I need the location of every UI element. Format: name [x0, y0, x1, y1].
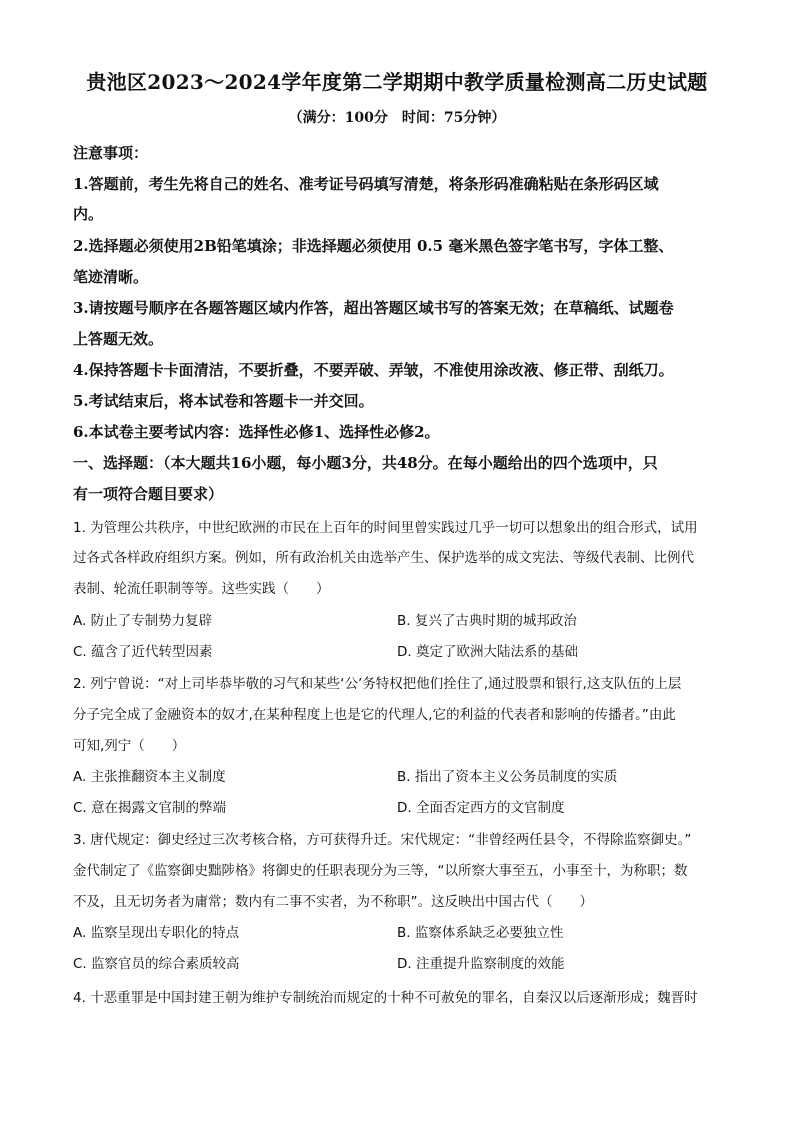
note-line: 5.考试结束后，将本试卷和答题卡一并交回。 — [73, 392, 374, 410]
note-line: 2.选择题必须使用2B铅笔填涂；非选择题必须使用 0.5 毫米黑色签字笔书写，字体工整、 — [73, 237, 674, 255]
question-2-option-c: C. 意在揭露文官制的弊端 — [73, 800, 227, 816]
question-2-option-b: B. 指出了资本主义公务员制度的实质 — [397, 769, 618, 785]
question-1-text: 1. 为管理公共秩序，中世纪欧洲的市民在上百年的时间里曾实践过几乎一切可以想象出的组合形式，试用 — [73, 520, 698, 536]
question-1-option-a: A. 防止了专制势力复辟 — [73, 613, 213, 629]
notes-heading: 注意事项： — [73, 144, 149, 162]
question-2-text: 2. 列宁曾说：“对上司毕恭毕敬的习气和某些‘公’务特权把他们拴住了,通过股票和银行,这支队伍的上层 — [73, 676, 682, 692]
question-2-option-a: A. 主张推翻资本主义制度 — [73, 769, 226, 785]
exam-title: 贵池区2023～2024学年度第二学期期中教学质量检测高二历史试题 — [86, 70, 708, 94]
note-line: 3.请按题号顺序在各题答题区域内作答，超出答题区域书写的答案无效；在草稿纸、试题卷 — [73, 299, 674, 317]
note-line: 1.答题前，考生先将自己的姓名、准考证号码填写清楚，将条形码准确粘贴在条形码区域 — [73, 175, 659, 193]
question-3-text: 3. 唐代规定：御史经过三次考核合格，方可获得升迁。宋代规定：“非曾经两任县令，不得除监察御史。” — [73, 832, 692, 848]
question-2-text: 可知,列宁（ ） — [73, 738, 186, 754]
question-1-text: 过各式各样政府组织方案。例如，所有政治机关由选举产生、保护选举的成文宪法、等级代表制、比例代 — [73, 550, 694, 566]
note-line: 上答题无效。 — [73, 330, 164, 348]
question-3-option-a: A. 监察呈现出专职化的特点 — [73, 925, 240, 941]
note-line: 6.本试卷主要考试内容：选择性必修1、选择性必修2。 — [73, 423, 440, 441]
section-heading: 有一项符合题目要求） — [73, 485, 224, 503]
question-3-text: 不及，且无切务者为庸常；数内有二事不实者，为不称职”。这反映出中国古代（ ） — [73, 894, 593, 910]
question-3-option-b: B. 监察体系缺乏必要独立性 — [397, 925, 564, 941]
question-3-option-d: D. 注重提升监察制度的效能 — [397, 956, 565, 972]
note-line: 4.保持答题卡卡面清洁，不要折叠，不要弄破、弄皱，不准使用涂改液、修正带、刮纸刀。 — [73, 361, 674, 379]
note-line: 内。 — [73, 205, 104, 223]
question-2-text: 分子完全成了金融资本的奴才,在某种程度上也是它的代理人,它的利益的代表者和影响的传播者。”由此 — [73, 707, 676, 723]
section-heading: 一、选择题：（本大题共16小题，每小题3分，共48分。在每小题给出的四个选项中，只 — [73, 454, 658, 472]
question-1-option-c: C. 蕴含了近代转型因素 — [73, 644, 213, 660]
exam-duration-score: （满分：100分 时间：75分钟） — [288, 110, 506, 126]
question-1-option-b: B. 复兴了古典时期的城邦政治 — [397, 613, 577, 629]
question-3-option-c: C. 监察官员的综合素质较高 — [73, 956, 240, 972]
question-1-option-d: D. 奠定了欧洲大陆法系的基础 — [397, 644, 578, 660]
question-3-text: 金代制定了《监察御史黜陟格》将御史的任职表现分为三等，“以所察大事至五，小事至十，为称职；数 — [73, 863, 688, 879]
question-2-option-d: D. 全面否定西方的文官制度 — [397, 800, 565, 816]
note-line: 笔迹清晰。 — [73, 268, 149, 286]
question-1-text: 表制、轮流任职制等等。这些实践（ ） — [73, 581, 330, 597]
question-4-text: 4. 十恶重罪是中国封建王朝为维护专制统治而规定的十种不可赦免的罪名，自秦汉以后逐渐形成；魏晋时 — [73, 990, 698, 1006]
